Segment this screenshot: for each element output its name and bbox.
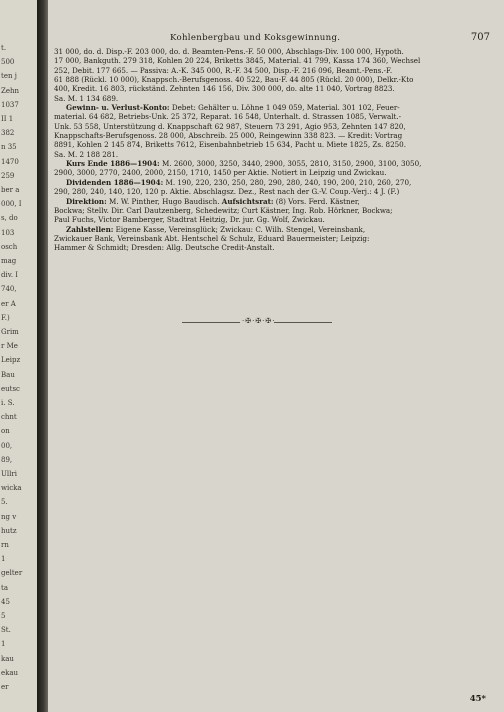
text-line bbox=[54, 243, 454, 252]
previous-page-fragment: 382 bbox=[1, 129, 15, 138]
previous-page-fragment: F.) bbox=[1, 313, 10, 322]
divider-rule-left bbox=[182, 322, 240, 323]
previous-page-fragment: 1470 bbox=[1, 157, 19, 166]
section-heading: Kurs Ende 1886—1904: bbox=[66, 159, 160, 169]
text-segment: 8891, Kohlen 2 145 874, Briketts 7612, Eisenbahnbetrieb 15 634, Pacht u. Miete 1825, Zs. 8250. bbox=[54, 140, 406, 150]
previous-page-fragment: wicka bbox=[1, 484, 22, 493]
previous-page-fragment: ten j bbox=[1, 72, 17, 81]
previous-page-fragment: on bbox=[1, 427, 10, 436]
previous-page-fragment: 000, I bbox=[1, 200, 22, 209]
text-line bbox=[54, 234, 454, 243]
text-line bbox=[54, 131, 454, 140]
previous-page-fragment: ng v bbox=[1, 512, 17, 521]
text-segment: M. 190, 220, 230, 250, 280, 290, 280, 240, 190, 200, 210, 260, 270, bbox=[163, 177, 412, 187]
text-segment: 400, Kredit. 16 803, rückständ. Zehnten 146 156, Div. 300 000, do. alte 11 040, Vortrag 8823. bbox=[54, 84, 395, 94]
previous-page-fragment: Zehn bbox=[1, 86, 20, 95]
previous-page-fragment: r Me bbox=[1, 342, 18, 351]
section-heading: Direktion: bbox=[66, 196, 107, 206]
previous-page-fragment: mag bbox=[1, 257, 17, 265]
previous-page-fragment: 1037 bbox=[1, 100, 19, 109]
text-segment: Zwickauer Bank, Vereinsbank Abt. Hentschel & Schulz, Eduard Bauermeister; Leipzig: bbox=[54, 233, 370, 243]
previous-page-fragment: rn bbox=[1, 541, 9, 549]
text-line bbox=[54, 103, 454, 112]
previous-page-fragment: II 1 bbox=[1, 115, 14, 123]
previous-page-fragment: div. I bbox=[1, 271, 19, 280]
previous-page-fragment: 103 bbox=[1, 228, 15, 237]
page-number: 707 bbox=[470, 32, 490, 43]
previous-page-fragment: 259 bbox=[1, 171, 15, 180]
text-segment: Knappschafts-Berufsgenoss. 28 000, Abschreib. 25 000, Reingewinn 338 823. — Kredit: Vortrag bbox=[54, 131, 403, 141]
section-heading: Zahlstellen: bbox=[66, 224, 114, 234]
text-line bbox=[54, 168, 454, 177]
running-header bbox=[48, 33, 504, 45]
previous-page-fragment: n 35 bbox=[1, 143, 17, 152]
previous-page-fragment: 89, bbox=[1, 455, 13, 464]
text-segment: 290, 280, 240, 140, 120, 120 p. Aktie. Abschlagsz. Dez., Rest nach der G.-V. Coup.-Verj.: 4 J. (F.) bbox=[54, 187, 400, 197]
previous-page-fragment: er bbox=[1, 683, 9, 691]
text-line bbox=[54, 150, 454, 159]
text-segment: 2900, 3000, 2770, 2400, 2000, 2150, 1710, 1450 per Aktie. Notiert in Leipzig und Zwickau. bbox=[54, 168, 387, 178]
text-segment: Unk. 53 558, Unterstützung d. Knappschaft 62 987, Steuern 73 291, Agio 953, Zehnten 147 820, bbox=[54, 121, 406, 131]
text-line bbox=[54, 140, 454, 149]
section-heading: Aufsichtsrat: bbox=[221, 196, 274, 206]
text-line bbox=[54, 215, 454, 224]
previous-page-fragment: 500 bbox=[1, 58, 15, 67]
previous-page-fragment: 1 bbox=[1, 640, 6, 649]
previous-page-fragment: Leipz bbox=[1, 356, 21, 365]
previous-page-fragment: chnt bbox=[1, 413, 17, 422]
text-line bbox=[54, 84, 454, 93]
previous-page-fragment: St. bbox=[1, 626, 11, 635]
text-segment: Debet: Gehälter u. Löhne 1 049 059, Material. 301 102, Feuer- bbox=[169, 103, 400, 113]
text-line bbox=[54, 75, 454, 84]
text-segment: 31 000, do. d. Disp.-F. 203 000, do. d. Beamten-Pens.-F. 50 000, Abschlags-Div. 100 000, Hypoth. bbox=[54, 47, 404, 56]
text-segment: 252, Debit. 177 665. — Passiva: A.-K. 345 000, R.-F. 34 500, Disp.-F. 216 096, Beamt.-Pens.-F. bbox=[54, 65, 393, 75]
previous-page-fragment: Grim bbox=[1, 328, 19, 336]
text-segment: (8) Vors. Ferd. Kästner, bbox=[273, 196, 360, 206]
section-heading: Gewinn- u. Verlust-Konto: bbox=[66, 103, 170, 113]
previous-page-fragment: ber a bbox=[1, 186, 20, 194]
text-line bbox=[54, 122, 454, 131]
text-line bbox=[54, 178, 454, 187]
previous-page-fragment: t. bbox=[1, 44, 7, 52]
text-segment: 17 000, Bankguth. 279 318, Kohlen 20 224, Briketts 3845, Material. 41 799, Kassa 174 360, Wechsel bbox=[54, 56, 421, 66]
previous-page-fragment: 00, bbox=[1, 441, 13, 450]
previous-page-fragment: gelter bbox=[1, 569, 23, 578]
previous-page-fragment: eutsc bbox=[1, 384, 20, 393]
divider-rule-right bbox=[274, 322, 332, 323]
previous-page-fragment: osch bbox=[1, 242, 18, 251]
text-line bbox=[54, 47, 454, 56]
text-segment: Hammer & Schmidt; Dresden: Allg. Deutsche Credit-Anstalt. bbox=[54, 243, 275, 253]
text-segment: M. W. Pinther, Hugo Baudisch. bbox=[106, 196, 222, 206]
text-segment: 61 888 (Rückl. 10 000), Knappsch.-Berufsgenoss. 40 522, Bau-F. 44 805 (Rückl. 20 000), Delkr.-Kto bbox=[54, 75, 414, 85]
previous-page-fragment: Bau bbox=[1, 370, 15, 379]
previous-page-fragment: 45 bbox=[1, 597, 10, 606]
previous-page-fragment: Ullri bbox=[1, 470, 17, 478]
text-segment: Paul Fuchs, Victor Bamberger, Stadtrat Heitzig, Dr. jur. Gg. Wolf, Zwickau. bbox=[54, 215, 325, 225]
book-gutter bbox=[37, 0, 48, 712]
text-segment: Sa. M. 2 188 281. bbox=[54, 149, 119, 159]
text-line bbox=[54, 56, 454, 65]
text-line bbox=[54, 159, 454, 168]
previous-page-fragment: s, do bbox=[1, 214, 18, 223]
text-line bbox=[54, 187, 454, 196]
section-divider-ornament bbox=[182, 318, 332, 326]
text-segment: Sa. M. 1 134 689. bbox=[54, 93, 119, 103]
printer-signature-mark: 45* bbox=[469, 694, 486, 704]
section-heading: Dividenden 1886—1904: bbox=[66, 177, 164, 187]
text-line bbox=[54, 225, 454, 234]
previous-page-fragment: i. S. bbox=[1, 399, 15, 407]
text-line bbox=[54, 66, 454, 75]
previous-page-edge bbox=[0, 0, 37, 712]
previous-page-fragment: 1 bbox=[1, 555, 6, 564]
previous-page-fragment: kau bbox=[1, 654, 14, 663]
text-segment: material. 64 682, Betriebs-Unk. 25 372, Reparat. 16 548, Unterhalt. d. Strassen 1085, Verwalt.- bbox=[54, 112, 402, 122]
header-title: Kohlenbergbau und Koksgewinnung. bbox=[170, 33, 341, 43]
previous-page-fragment: er A bbox=[1, 299, 16, 308]
text-segment: Bockwa; Stellv. Dir. Carl Dautzenberg, Schedewitz; Curt Kästner, Ing. Rob. Hörkner, Bockwa; bbox=[54, 205, 393, 215]
text-line bbox=[54, 197, 454, 206]
previous-page-fragment: 5 bbox=[1, 612, 6, 620]
text-line bbox=[54, 112, 454, 121]
text-segment: M. 2600, 3000, 3250, 3440, 2900, 3055, 2810, 3150, 2900, 3100, 3050, bbox=[159, 159, 422, 169]
previous-page-fragment: 740, bbox=[1, 285, 17, 294]
previous-page-fragment: ekau bbox=[1, 668, 19, 677]
page-body-text bbox=[54, 47, 454, 253]
book-page bbox=[48, 0, 504, 712]
previous-page-fragment: ta bbox=[1, 583, 8, 592]
text-line bbox=[54, 94, 454, 103]
divider-ornament-glyphs: ·✠·✠·✠· bbox=[242, 317, 276, 325]
previous-page-fragment: hutz bbox=[1, 526, 17, 535]
text-line bbox=[54, 206, 454, 215]
text-segment: Eigene Kasse, Vereinsglück; Zwickau: C. Wilh. Stengel, Vereinsbank, bbox=[113, 224, 366, 234]
previous-page-fragment: 5. bbox=[1, 498, 8, 507]
